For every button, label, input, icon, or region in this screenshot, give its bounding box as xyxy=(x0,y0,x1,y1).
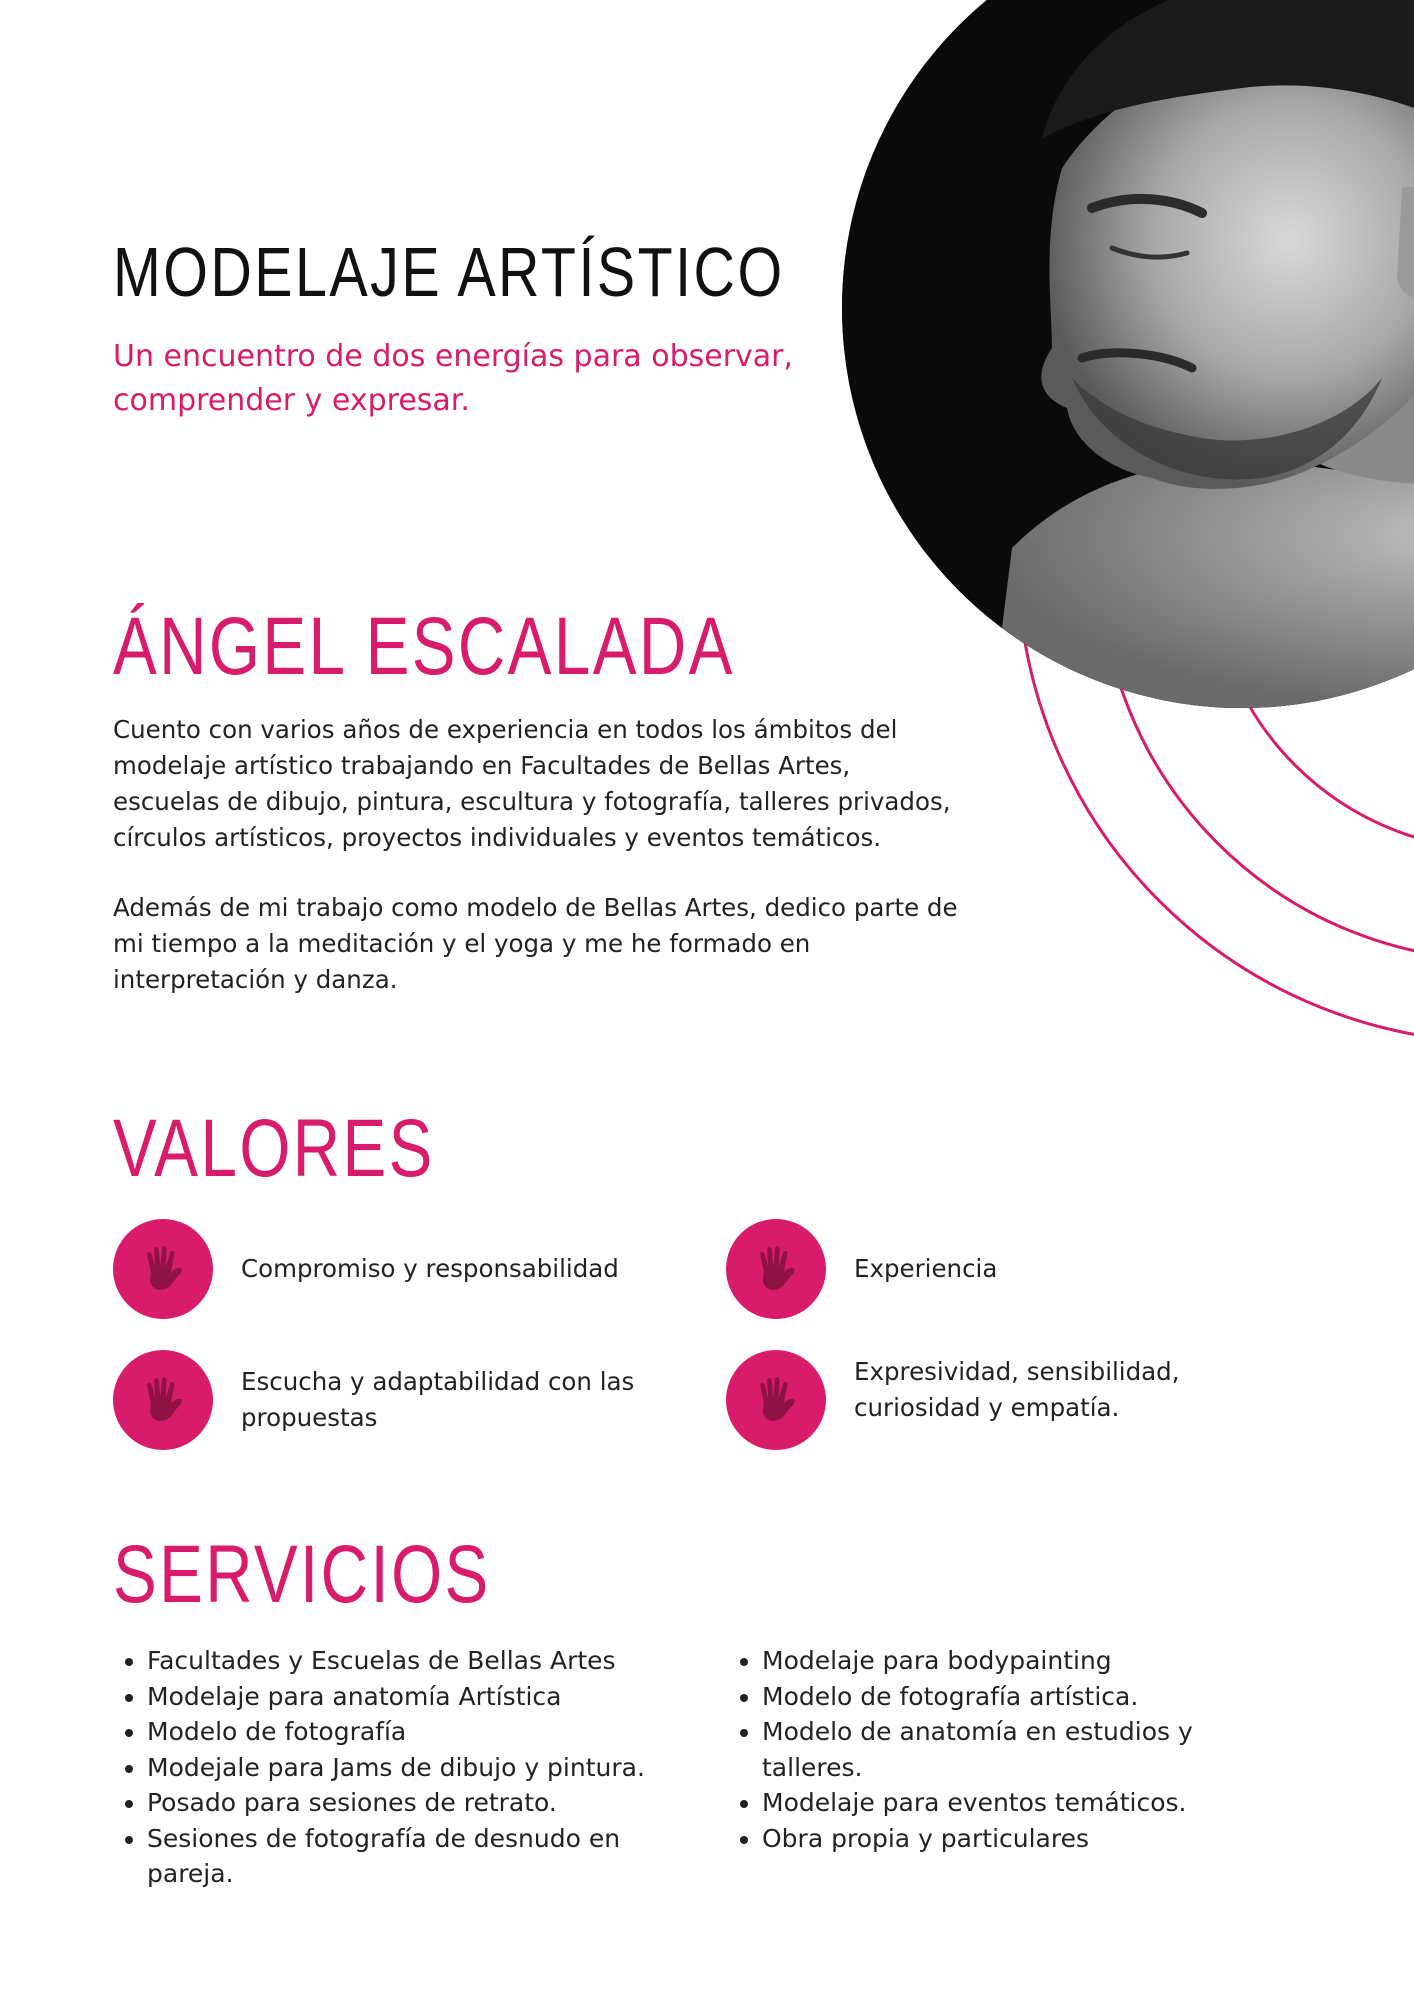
value-item xyxy=(113,1350,681,1450)
value-label: Expresividad, sensibilidad, curiosidad y empatía. xyxy=(854,1357,1180,1422)
list-item: • Modelo de anatomía en estudios y talleres. xyxy=(762,1714,1288,1785)
services-list-left xyxy=(113,1643,693,1892)
hand-icon xyxy=(113,1350,213,1450)
profile-bio xyxy=(113,712,963,1032)
list-item: • Modelaje para eventos temáticos. xyxy=(762,1785,1288,1821)
section-title-servicios: SERVICIOS xyxy=(113,1529,491,1620)
bio-paragraph: Además de mi trabajo como modelo de Bellas Artes, dedico parte de mi tiempo a la meditación y el yoga y me he formado en interpretación y danza. xyxy=(113,893,958,994)
value-label: Escucha y adaptabilidad con las propuestas xyxy=(241,1367,635,1432)
hand-icon xyxy=(113,1219,213,1319)
list-item: • Modejale para Jams de dibujo y pintura. xyxy=(147,1750,693,1786)
list-item: • Modelo de fotografía xyxy=(147,1714,693,1750)
value-label: Experiencia xyxy=(854,1254,998,1283)
list-item: • Modelaje para bodypainting xyxy=(762,1643,1288,1679)
list-item: • Posado para sesiones de retrato. xyxy=(147,1785,693,1821)
value-item xyxy=(113,1219,681,1319)
list-item: • Modelaje para anatomía Artística xyxy=(147,1679,693,1715)
profile-name: ÁNGEL ESCALADA xyxy=(113,601,735,692)
page-subtitle: Un encuentro de dos energías para observar, comprender y expresar. xyxy=(113,339,794,418)
hand-icon xyxy=(726,1350,826,1450)
bio-paragraph: Cuento con varios años de experiencia en todos los ámbitos del modelaje artístico trabajando en Facultades de Bellas Artes, escuelas de dibujo, pintura, escultura y fotografía, talleres privados, círculos artísticos, proyectos individuales y eventos temáticos. xyxy=(113,715,951,852)
value-label: Compromiso y responsabilidad xyxy=(241,1254,619,1283)
list-item: • Modelo de fotografía artística. xyxy=(762,1679,1288,1715)
list-item: • Sesiones de fotografía de desnudo en pareja. xyxy=(147,1821,693,1892)
page-title: MODELAJE ARTÍSTICO xyxy=(113,233,785,311)
value-item xyxy=(726,1219,1294,1319)
value-item xyxy=(726,1350,1294,1450)
list-item: • Obra propia y particulares xyxy=(762,1821,1288,1857)
hand-icon xyxy=(726,1219,826,1319)
portrait-photo xyxy=(842,0,1414,708)
list-item: • Facultades y Escuelas de Bellas Artes xyxy=(147,1643,693,1679)
section-title-valores: VALORES xyxy=(113,1103,435,1194)
services-list-right xyxy=(728,1643,1288,1856)
